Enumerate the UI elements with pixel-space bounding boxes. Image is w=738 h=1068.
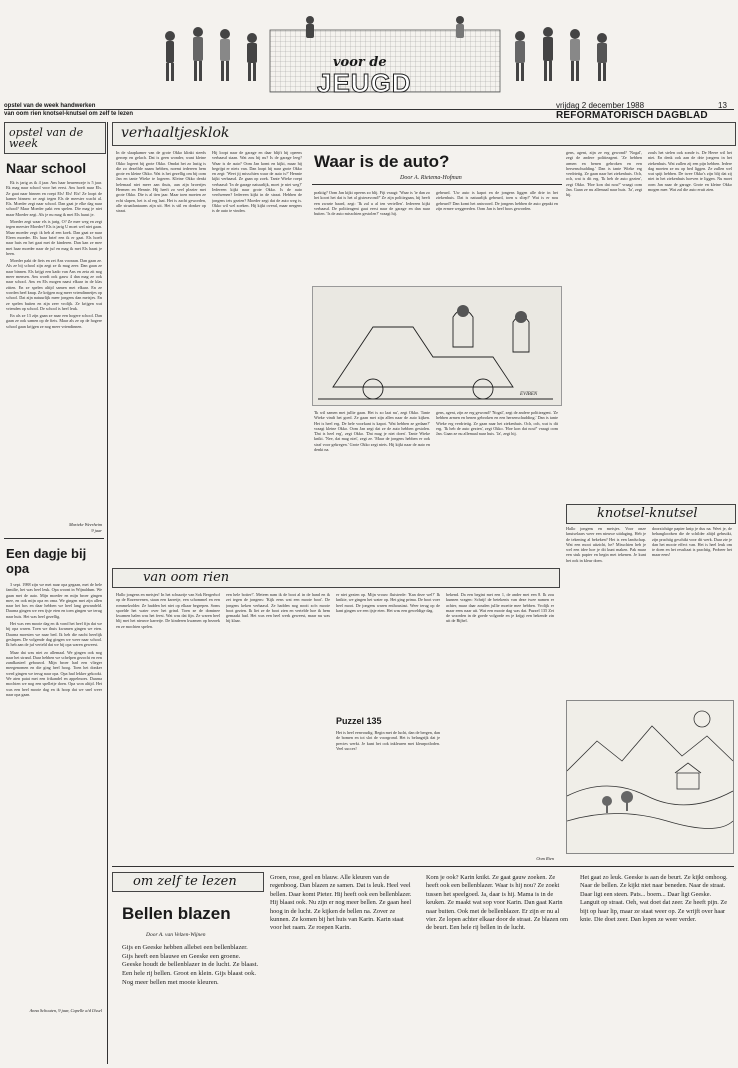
oomrien-col-4: bekend. Da een begint met een 1, de ander met een 8. Ik zou kunnen vragen: Schrijf de betekenis van deze twee namen er achter, maar daar zouden jullie moeite mee hebben. Vrolijk er maar eens naar uit. Wat een mooie dag was dat. Puzzel 135 Zet de woorden in de goede volgorde en je krijgt een bekende zin uit de Bijbel. [446,592,554,624]
header-left-line-2: van oom rien knotsel-knutsel om zelf te lezen [4,111,134,117]
verhaal-col-3d: gens, agent, zijn ze erg gewond? 'Nogal', zegt de andere politieagent. 'Ze hebben armen en benen gebroken en een hersenschudding.' Dan is tante Wieke erg verdrietig. Ze gaan naar het ziekenhuis. Och, och, wat is dit erg. 'Ik heb de auto gezien', zegt Okko. 'Hoe kon dat nou?' vraagt oom Jan. Gaan ze nu allemaal naar huis. 'Ja', zegt hij. [436,410,558,437]
verhaal-col-3c: 'Ik wil samen met jullie gaan. Het is zo laat nu', zegt Okko. Tante Wieke vindt het goed. Ze gaan met zijn allen naar de auto kijken. Het is heel erg. De hele voorkant is kapot. 'Wat hebben ze gedaan?' vraagt kleine Okko. Oom Jan zegt dat ze de auto hebben gestolen. 'Dat is heel erg', zegt Okko. 'Dat mag je niet doen'. Tante Wieke knikt. 'Nee, dat mag niet', zegt ze. 'Maar de jongens hebben er ook straf voor gekregen.' Grote Okko zegt niets. Hij kijkt naar de auto en denkt na. [314,410,430,453]
knutsel-illustration [566,700,734,854]
verhaal-illustration [312,286,562,406]
oomrien-band-label: van oom rien [143,570,230,585]
lezen-byline: Door A. van Velzen-Wijnen [146,932,206,938]
lezen-band-label: om zelf te lezen [133,874,237,889]
opstel-rule [4,538,104,539]
verhaal-byline: Door A. Rietema-Hofman [400,175,462,181]
lezen-band [112,872,264,892]
verhaal-title: Waar is de auto? [314,152,450,171]
opstel-band [4,122,106,154]
lezen-col-3: Kom je ook? Karin knikt. Ze gaat gauw zoeken. Ze heeft ook een bellenblazer. Waar is hij nou? Ze zoekt tussen het speelgoed. Ja, daar is hij. Mama is in de keuken. Ze maakt wat sop voor Karin. Dan gaat Karin naar buiten. Ook met de bellenblazer. Er zijn er nu al vier. Ze lopen achter elkaar door de straat. Ze blazen om de beurt. Een hele rij bellen in de lucht. [426,874,568,932]
opstel-signature-age: 9 jaar [91,528,102,533]
verhaal-col-5: zouls het stelen ook zonde is. De Heere wil het niet. En denk ook aan de drie jongens in het ziekenhuis. Wat zullen zij een pijn hebben. Iedere dag moeten ze nu op bed liggen. Ze zullen wel wat spijt hebben. De twee Okko's zijn blij dat zij niet in het ziekenhuis hoeven te liggen. Nu moet oom Jan naar de garage. Grote en kleine Okko mogen mee. Wat zal die auto eruit zien. [648,150,732,193]
opstel-body [6,180,102,520]
lezen-col-1: Gijs en Geeske hebben allebei een bellenblazer. Gijs heeft een blauwe en Geeske een groene. Geeske houdt de bellenblazer in de lucht. Ze blaast. Een hele rij bellen. Groot en klein. Gijs blaast ook. Nog meer bellen met mooie kleuren. [122,944,259,986]
oomrien-band [112,568,560,588]
verhaal-col-4: gens, agent, zijn ze erg gewond? 'Nogal', zegt de andere politieagent. 'Ze hebben armen en benen gebroken en een hersenschudding.' Dan is tante Wieke erg verdrietig. Ze gaan naar het ziekenhuis. Och, och, wat is dit erg. 'Ik heb de auto gezien', zegt Okko. 'Hoe kon dat nou?' vraagt oom Jan. Gaan ze nu allemaal naar huis. 'Ja', zegt hij. [566,150,642,198]
verhaal-band [112,122,736,146]
verhaal-title-rule [312,184,562,185]
lower-divider [112,866,734,867]
oomrien-col-2: een hele botter!'. Meteen nam ik de boot al in de hand en ik zei tegen de jongens: 'Kijk eens wat een mooie boot'. De jongens keken verbaasd. Ze hadden nog nooit zo'n mooie boot gezien. Ik liet ze de boot zien en vertelde hoe ik hem gemaakt had. Het was een heel werk geweest, maar nu was hij klaar. [226,592,330,624]
masthead [0,0,738,121]
verhaal-col-3b: gebeurd. 'Uw auto is kapot en de jongens liggen alle drie in het ziekenhuis. Dat is natuurlijk gebeurd, toen u sliep?' Wat is er nou gebeurd? Dan komt het antwoord. De jongens hebben de auto gepakt en zijn ermee weggereden. Oom Jan is heel boos geworden. [436,190,558,211]
dagje-body [6,582,102,1002]
knutsel-col-1: Hallo jongens en meisjes. Voor onze knutselaars weer een nieuwe uitdaging. Heb je de tekening al bekeken? Het is een landschap. Wat een mooi uitzicht, he? Misschien heb je wel een idee hoe je dit kunt maken. Pak maar een stuk papier en begin met tekenen. Je kunt het ook in kleur doen. [566,526,646,563]
verhaal-illustration-sig: EVIBEN [520,392,538,397]
knutsel-col-2: doorzichtige papier knip je dus na. Weet je, de behangloodsen die de schilder altijd gebruikt, zijn prachtig geschikt voor dit werk. Daar zie je dan het mooie effect van. Het is heel leuk om te doen en het resultaat is prachtig. Probeer het maar eens! [652,526,732,558]
left-col-divider [107,122,108,1064]
verhaal-band-label: verhaaltjesklok [121,125,230,141]
opstel-p3: Moeder pakt de fiets en zet Ans vooraan. Dan gaan ze. Als ze bij school zijn zegt ze ik mag zeer. Dan gaan ze naar binnen. Els krijgt een kado van Ans en zeta zit nog meer mensen. Ans wordt ook gauw 4 dan mag ze ook naar school. Ans en Els mogen naast elkaar in de klas zitten. En ze spelen altijd samen met elkaar. En ze worden heel knap. Ze krijgen nog meer vriendinnetjes op school. Dat zijn natuurlijk meer jongens dan meisjes. En ze spelen buiten en zijn zeer vrolijk. Ze krijgen wat vrienden op school. De school is heel leuk. [6,258,102,311]
opstel-p1: Ek is jarig as ik 4 jaar. Ans haar heuremorje is 5 jaar. Ek mag naar school voor het eerst. Ans hoeft naar Els. Ze gaat naar binnen en roept Els! Els! Els! Ze loopt de kamer binnen: ze zegt tegen Els de meester wacht al. Els. Moeder zegt naar school. Dan gaat je elke dag naar school? Maar Moeder pakt een spelen. Die mag je niet maar Moeder zegt. Als je nu mag ik met Els haast je. [6,180,102,217]
knutsel-band-label: knotsel-knutsel [597,506,698,521]
verhaal-col-1: In de slaapkamer van de grote Okko klinkt steeds geroep en gelach. Dat is geen wonder, want kleine Okko logeert bij grote Okko. Omdat het zo lastig is die zo dezelfde naam hebben, noemt iedereen hem grote en kleine Okko. Wat is het gezellig om bij oom Jan en tante Wieke te logeren. Kleine Okko denkt helemaal niet meer aan thuis, aan zijn broertjes Hermen en Hennie. Hij heeft zo veel plezier met grote Okko. Die is al tien jaar. Maar toen moeten ze echt slapen, het is al erg laat. Het is zacht geworden, alle straatlantaarns zijn uit. Het is stil en donker op straat. [116,150,206,214]
puzzel-title: Puzzel 135 [336,716,382,726]
header-left-line-1: opstel van de week handwerken [4,103,96,109]
opstel-title: Naar school [6,160,87,176]
lezen-col-4: Het gaat zo leuk. Geeske is aan de beurt. Ze kijkt omhoog. Naar de bellen. Ze kijkt niet naar beneden. Naar de straat. Daar ligt een steen. Pats... boem... Daar ligt Geeske. Languit op straat. Oeh, wat doet dat zeer. Ze heeft pijn. Ze bijt op haar lip, maar ze staat weer op. Ze wrijft over haar knie. Die doet zeer. Dan lopen ze weer verder. [580,874,728,924]
lezen-title: Bellen blazen [122,904,231,923]
header-date: vrijdag 2 december 1988 [556,101,645,110]
dagje-title: Een dagje bij opa [6,546,87,576]
verhaal-col-3a: praktig? Oom Jan kijkt opeens zo blij. Fiji vraagt: 'Waar is 'ie dan zo het koort het dat is het al gisteravond?' Ze zijn politiegaan, hij heeft een zwarte baard, zegt: 'Ik zal u al ten vertellen'. Iedereen kijkt verbaasd. De politieagent gaat eerst naar de garage en dan naar buiten. 'Is de auto misschien gestolen?' vraagt hij. [314,190,430,217]
logo-voor-de: voor de [333,55,387,70]
logo-jeugd: JEUGD [317,68,412,98]
oomrien-col-1: Hallo jongens en meisjes! In het schuurtje van Sok Bergerhof op de Rozenvenen, staan een karretje, een schommel en een rommelzolder. Ze hadden het niet op elkaar begrepen. Soms spoelde het water over het grind. Toen ze de dominee kwamen halen was het feest. Wat was dat fijn. Ze waren heel blij met het nieuwe karretje. De kinderen kwamen op bezoek en ze mochten spelen. [116,592,220,629]
knutsel-band [566,504,736,524]
oomrien-col-3b: Het is heel eenvoudig. Begin met de lucht, dan de bergen, dan de bomen en tot slot de voorgrond. Het is belangrijk dat je precies werkt. Je kunt het ook inkleuren met kleurpotloden. Veel succes! [336,730,440,751]
page-number: 13 [718,101,727,110]
opstel-band-label: opstel van de week [9,126,84,150]
logo [303,55,443,100]
oomrien-signature: Oom Rien [536,856,554,861]
opstel-p4: En als ze 13 zijn gaan ze naar een hogere school. Dan gaan ze ook samen op de fiets. Maar als ze op de hogere school gaan krijgen ze nog meer vriendinnen. [6,313,102,329]
dagje-signature: Anna Schouten, 9 jaar, Capelle a/d IJssel [29,1008,102,1013]
opstel-signature: Marieke Weerheim [68,522,102,527]
dagje-p1: 3 sept. 1988 zijn we met naar opa gegaan, met de hele familie, het was heel leuk. Opa woont in Wijnaldum. We gaan met de auto. Mijn moeder en mijn broer gingen mee, en ook mijn opa en oma. We gingen met zijn allen naar het bos en daar hebben we heel lang gewandeld. Daarna gingen we een ijsje eten en toen gingen we terug naar huis. Het was heel gezellig. [6,582,102,619]
dagje-p3: Maar dat was niet zo allemaal. We gingen ook nog naar het strand. Daar hebben we schelpen gezocht en een zandkasteel gebouwd. Mijn broer had een vlieger meegenomen en die ging heel hoog. Toen het donker werd gingen we terug naar opa. Opa had lekker gekookt. We aten patat met een frikandel en appelmoes. Daarna mochten we nog een spelletje doen. Opa won altijd. Het was een heel mooie dag en ik hoop dat we snel weer naar opa gaan. [6,649,102,697]
lezen-col-2: Groen, rose, geel en blauw. Alle kleuren van de regenboog. Dan blazen ze samen. Dat is leuk. Heel veel bellen. Daar komt Pieter. Hij heeft ook een bellenblazer. Hij blaast ook. Nu zijn er nog meer bellen. Ze gaan heel hoog in de lucht. Ze kijken de bellen na. Zover ze kunnen. Ze komen bij het huis van Karin. Karin staat voor het raam. Ze roepen Karin. [270,874,412,932]
paper-name: REFORMATORISCH DAGBLAD [556,110,708,121]
dagje-p2: Het was een mooie dag en ik vond het heel fijn dat we bij opa waren. Toen we thuis kwamen gingen we eten. Daarna moesten we naar bed. Ik heb die nacht heerlijk geslapen. De volgende dag gingen we weer naar school. Ik heb aan de juf verteld dat we bij opa waren geweest. [6,621,102,648]
verhaal-col-2: Hij loopt naar de garage en daar blijft hij opeens verbaasd staan. Wat zou hij nu? Is de garage leeg? Waar is de auto? Oom Jan komt en kijkt, maar hij begrijpt er niets van. Dan loopt hij naar grote Okko en zegt: 'Weet jij misschien waar de auto is?' Hennie kijkt verbaasd. Ze gaan op zoek. Tante Wieke roept verbaasd: 'In de garage natuurlijk, moet je niet weg?' Iedereen kijkt naar grote Okko. Is de auto verdwenen? Iedereen kijkt in de straat. Hebben de jongens iets gezien? Moeder zegt dat de auto weg is. Okko wil wel zoeken. Hij kijkt overal, maar nergens is de auto te vinden. [212,150,302,214]
opstel-p2: Moeder zegt waar els is jarig. O? Ze mee weg en zegt tegen meester Moeder? Els is jarig U moet wel niet gaan. Maar moeder zegt: ik heb al een koek. Dan gaat ze naar Eleen moeder. Els haar brief een ik er gaat. Els hoeft naar huis en het gaat met de kinderen. Dan kan ze mee met haar moeder naar de juf en mag ik met Els haast je heen. [6,219,102,256]
oomrien-col-3: er niet gezien op. Mijn vrouw fluisterde: 'Kan deze wel?' Ik knikte, we gingen het water op. Het ging prima. De boot voer heel mooi. De jongens waren enthousiast. Weer terug op de kant gingen we een ijsje eten. Het was een geweldige dag. [336,592,440,613]
